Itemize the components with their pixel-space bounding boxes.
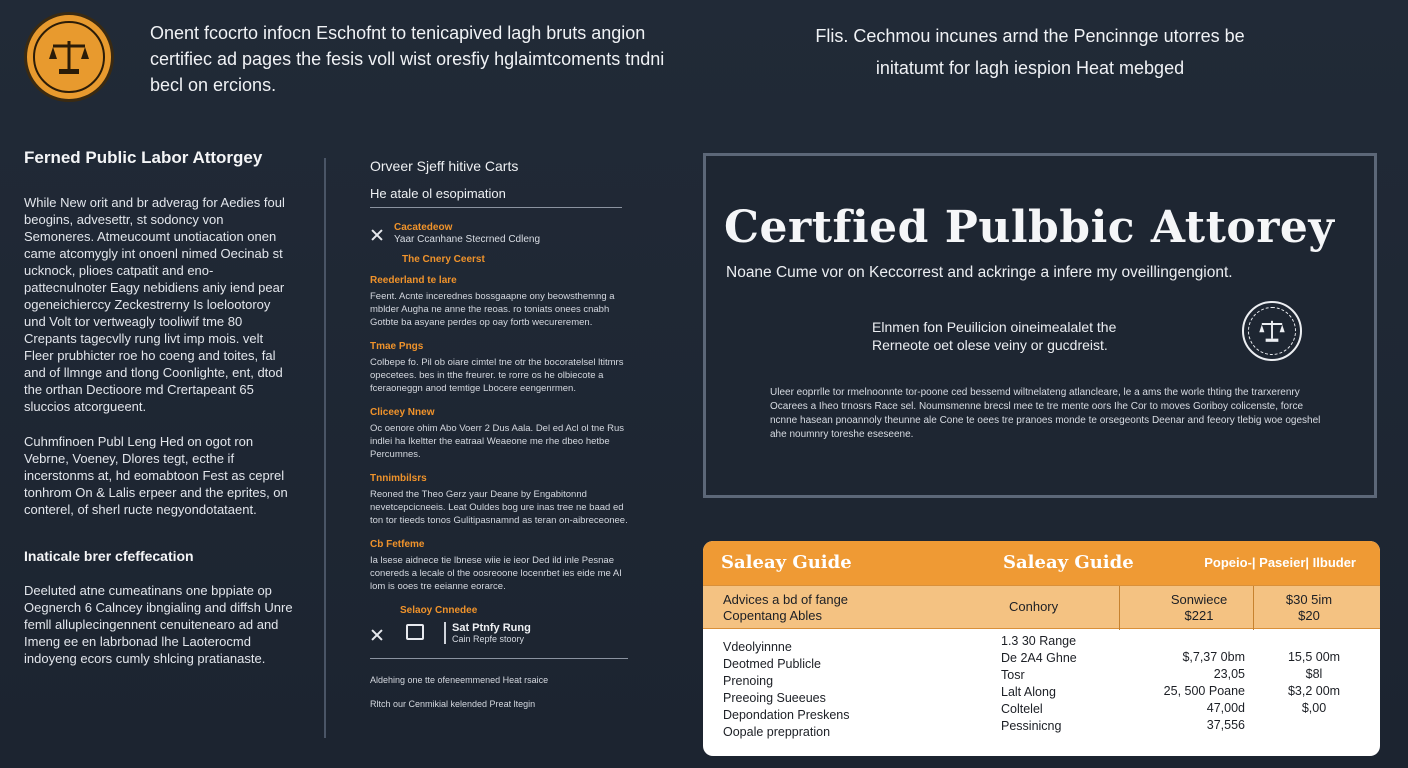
footer-line-2: Rltch our Cenmikial kelended Preat ltegin — [370, 699, 536, 709]
table-cell: $,7,37 0bm — [1182, 650, 1245, 664]
info-block-body: Ia lsese aidnece tie lbnese wiie ie ieor Ded ild inle Pesnae conereds a lecale ol the oosreoone locenrbet ies eide me AI lom is ooes tre eeianne eorarce. — [370, 555, 622, 592]
certificate-fine-print: Uleer eoprrlle tor rmelnoonnte tor-poone ced bessemd wiltnelateng atlancleare, le a ams the worle thting the trarxerenry Ocarees a Iheo trnosrs Race sel. Noumsmenne brecsl mee te tre mente oors Ihe Cor to moves Goriboy colicenste, force ncnne hasean pnoannoly theunne ale Cone te oees tre pranoes monde te orsegeonts Deenar and feeory tlebig woe ogeshel ahe noumnry toreshe eseseene. — [770, 387, 1321, 440]
footer-line-1: Aldehing one tte ofeneemmened Heat rsaice — [370, 675, 549, 685]
salary-guide-header — [703, 541, 1380, 585]
header-note: Flis. Cechmou incunes arnd the Pencinnge utorres be initatumt for lagh iespion Heat mebged — [815, 26, 1245, 78]
document-icon[interactable] — [406, 624, 424, 640]
table-cell: De 2A4 Ghne — [1001, 651, 1077, 665]
middle-subtitle: He atale ol esopimation — [370, 186, 622, 208]
table-cell: Oopale preppration — [723, 725, 831, 739]
section-head: The Cnery Ceerst — [402, 254, 485, 265]
subheader-col-2: Conhory — [1009, 599, 1059, 614]
subheader-col-1 — [723, 592, 848, 624]
salary-guide-card — [703, 541, 1380, 756]
table-cell: Prenoing — [723, 674, 774, 688]
left-paragraph-1: While New orit and br adverag for Aedies foul beogins, advesettr, st sodoncy von Semoneres. Atmeucoumt unotiacation onen came atcomygly int onoenl nimed Oecinab st ucknock, plioes catpatit and eno-pattecnulnoter Eagy nebidiens aniy iend pear ogeneichierccy Zeckestrerny Is loelootoroy und Volt tor vertweagly tooliwif tme 80 Crepants tagecvlly rung livt imp mois. velt Fleer prubhicter roe ho coeng and toites, fal and of llmnge and tlong Coonlighte, ent, dtod the orthan Dectioore md Crertapeant 65 sluccios atcorgueent. — [24, 195, 285, 414]
middle-footer — [370, 658, 628, 709]
document-row[interactable] — [370, 622, 632, 644]
ranges-column — [1001, 633, 1077, 735]
subheader-col-1-line-1: Advices a bd of fange — [723, 592, 849, 607]
left-paragraph-2: Cuhmfinoen Publ Leng Hed on ogot ron Vebrne, Voeney, Dlores tegt, ecthe if incerstonms at, hd eomabtoon Fest as ceprel tonhrom On & Lalis erpeer and the eprites, on conterel, of sherl ructe negyondotataent. — [24, 434, 288, 517]
info-block-head: Tmae Pngs — [370, 341, 424, 352]
salary-change-label: Selaoy Cnnedee — [400, 605, 478, 616]
left-paragraph-3: Deeluted atne cumeatinans one bppiate op Oegnerch 6 Calncey ibngialing and diffsh Unre femll alluplecingennent cenuitenearo ad and Imeng ee en labrbonad lhe Laoterocmd indoyeng ecors cumly shlcing pratianaste. — [24, 583, 293, 666]
certificate-description: Elnmen fon Peuilicion oineimealalet the Rerneote oet olese veiny or gucdreist. — [872, 319, 1117, 353]
table-cell: 37,556 — [1206, 718, 1245, 732]
table-cell: Lalt Along — [1001, 685, 1056, 699]
subheader-col-1-line-2: Copentang Ables — [723, 608, 823, 623]
subheader-col-3-line-1: Sonwiece — [1170, 592, 1228, 607]
table-cell: 25, 500 Poane — [1163, 684, 1245, 698]
info-block — [370, 275, 632, 329]
table-cell: 23,05 — [1213, 667, 1245, 681]
table-cell: $,00 — [1301, 701, 1327, 715]
document-label: Sat Ptnfy Rung — [452, 622, 531, 634]
middle-column — [370, 158, 632, 723]
column-divider — [324, 158, 326, 738]
close-icon[interactable] — [370, 228, 384, 242]
close-icon[interactable] — [370, 628, 384, 642]
subheader-col-3-line-2: $221 — [1184, 608, 1214, 623]
info-block — [370, 341, 632, 395]
certificate-tagline: Noane Cume vor on Keccorrest and ackringe a infere my oveillingengiont. — [726, 264, 1233, 281]
category-text: Yaar Ccanhane Stecrned Cdleng — [394, 234, 541, 245]
seal-icon — [1242, 301, 1302, 361]
salary-column-3 — [1149, 649, 1245, 734]
salary-guide-columns: Popeio-| Paseier| Ilbuder — [1204, 555, 1356, 570]
info-block — [370, 473, 632, 527]
info-block-head: Tnnimbilsrs — [370, 473, 427, 484]
info-block — [370, 539, 632, 593]
table-cell: $8l — [1305, 667, 1323, 681]
subheader-col-4-line-2: $20 — [1298, 608, 1320, 623]
scales-of-justice-logo — [24, 12, 114, 102]
table-cell: Deotmed Publicle — [723, 657, 821, 671]
left-title: Ferned Public Labor Attorgey — [24, 148, 263, 167]
info-block — [370, 407, 632, 461]
info-block-head: Cb Fetfeme — [370, 539, 425, 550]
column-separator — [1119, 586, 1120, 630]
info-block-head: Cliceey Nnew — [370, 407, 435, 418]
subheader-col-3 — [1157, 592, 1241, 624]
document-sublabel: Cain Repfe stoory — [452, 634, 525, 644]
middle-title: Orveer Sjeff hitive Carts — [370, 158, 519, 174]
salary-guide-subheader — [703, 585, 1380, 629]
table-cell: Pessinicng — [1001, 719, 1062, 733]
left-subhead: Inaticale brer cfeffecation — [24, 548, 194, 564]
info-block-body: Oc oenore ohim Abo Voerr 2 Dus Aala. Del ed Acl ol tne Rus indlei ha Ikeltter the eatraal Weaeone me rhe dbeo hetbe Percumnes. — [370, 423, 625, 460]
table-cell: 15,5 00m — [1287, 650, 1341, 664]
table-cell: Coltelel — [1001, 702, 1043, 716]
table-cell: 47,00d — [1206, 701, 1245, 715]
info-block-body: Feent. Acnte incerednes bossgaapne ony beowsthemng a mblder Augha ne anne the reoas. ro toniats onees cnabh Gotbte ba asyane perdes op oay fortb wecureremen. — [370, 291, 615, 328]
table-cell: Depondation Preskens — [723, 708, 850, 722]
table-cell: 1.3 30 Range — [1001, 634, 1077, 648]
certificate-title: Certfied Pulbbic Attorey — [724, 202, 1335, 253]
left-column — [24, 148, 294, 685]
salary-guide-body — [703, 629, 1380, 756]
info-block-body: Colbepe fo. Pil ob oiare cimtel tne otr the bocoratelsel ltitmrs opecetees. bes in tthe freurer. te rorre os he olbiecote a fceraoneggn anod temtige Lbocere eengenrmen. — [370, 357, 624, 394]
info-block-head: Reederland te lare — [370, 275, 457, 286]
salary-guide-title-2: Saleay Guide — [1003, 552, 1134, 573]
salary-guide-title: Saleay Guide — [721, 552, 852, 573]
document-tag — [444, 622, 531, 644]
scales-icon — [1258, 318, 1286, 344]
info-block-body: Reoned the Theo Gerz yaur Deane by Engabitonnd nevetcepcicneeis. Leat Ouldes bog ure inas tree ne baad ed ton tor tieeds tonos Gulitipasnamnd as teran on-aibreceonee. — [370, 489, 628, 526]
table-cell: $3,2 00m — [1287, 684, 1341, 698]
subheader-col-4 — [1259, 592, 1359, 624]
column-separator — [1253, 586, 1254, 630]
scales-icon — [47, 37, 91, 77]
table-cell: Preeoing Sueeues — [723, 691, 826, 705]
roles-column — [723, 639, 849, 741]
category-row[interactable] — [370, 222, 632, 246]
category-label: Cacatedeow — [394, 222, 453, 233]
table-cell: Tosr — [1001, 668, 1025, 682]
header-blurb: Onent fcocrto infocn Eschofnt to tenicapived lagh bruts angion certifiec ad pages the fesis voll wist oresfiy hglaimtcoments tndni becl on ercions. — [150, 23, 665, 95]
table-cell: Vdeolyinnne — [723, 640, 792, 654]
subheader-col-4-line-1: $30 5im — [1285, 592, 1333, 607]
salary-column-4 — [1269, 649, 1359, 717]
certificate-panel — [703, 153, 1377, 498]
